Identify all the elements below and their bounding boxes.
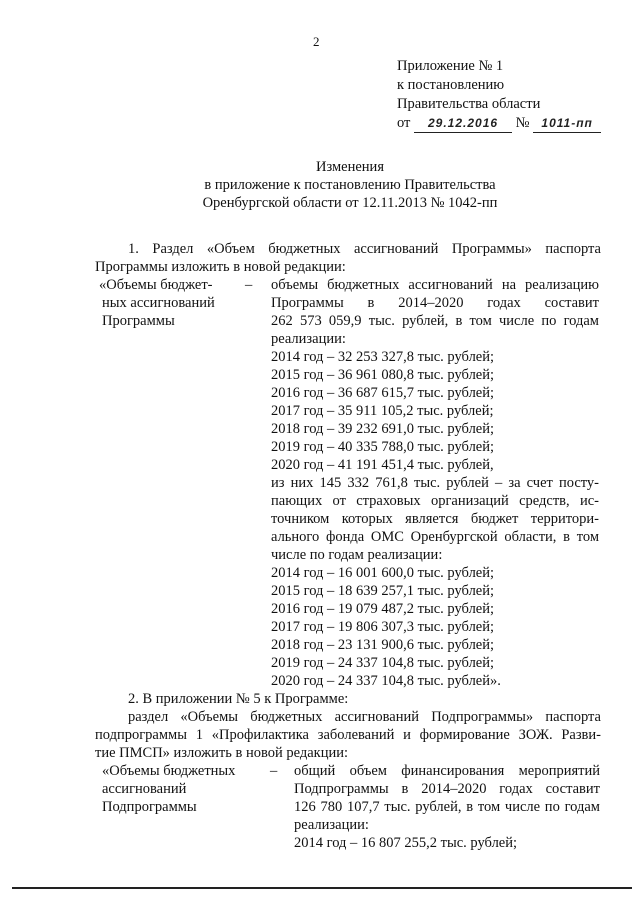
item-1-left-label-3: Программы — [102, 313, 175, 329]
item-1-right-line-16: числе по годам реализации: — [271, 547, 443, 563]
item-2-dash: – — [270, 763, 278, 779]
item-2-right-line-3: 126 780 107,7 тыс. рублей, в том числе по годам — [294, 799, 600, 815]
handwritten-number: 1011-пп — [533, 115, 601, 133]
item-2-right-line-1: общий объем финансирования мероприятий — [294, 763, 600, 779]
item-1-right-line-13: пающих от страховых организаций средств, ис- — [271, 493, 599, 509]
item-1-oms-year-2015: 2015 год – 18 639 257,1 тыс. рублей; — [271, 583, 495, 599]
item-1-left-label-1: «Объемы бюджет- — [99, 277, 213, 293]
item-2-right-line-4: реализации: — [294, 817, 369, 833]
item-1-right-line-14: точником которых является бюджет территори- — [271, 511, 599, 527]
appendix-date-line — [397, 115, 601, 133]
appendix-line-1: Приложение № 1 — [397, 58, 504, 74]
item-2-right-line-2: Подпрограммы в 2014–2020 годах составит — [294, 781, 600, 797]
appendix-line-2: к постановлению — [397, 77, 505, 93]
item-1-year-2015: 2015 год – 36 961 080,8 тыс. рублей; — [271, 367, 495, 383]
item-1-year-2019: 2019 год – 40 335 788,0 тыс. рублей; — [271, 439, 495, 455]
item-1-left-label-2: ных ассигнований — [102, 295, 215, 311]
item-1-right-line-2: Программы в 2014–2020 годах составит — [271, 295, 599, 311]
item-1-intro-line-2: Программы изложить в новой редакции: — [95, 259, 346, 275]
item-1-right-line-12: из них 145 332 761,8 тыс. рублей – за счет посту- — [271, 475, 599, 491]
item-2-left-label-1: «Объемы бюджетных — [102, 763, 236, 779]
page-number: 2 — [313, 34, 320, 49]
handwritten-date: 29.12.2016 — [414, 115, 512, 133]
item-1-year-2014: 2014 год – 32 253 327,8 тыс. рублей; — [271, 349, 495, 365]
item-1-intro-line-1: 1. Раздел «Объем бюджетных ассигнований Программы» паспорта — [128, 241, 601, 257]
number-prefix: № — [515, 115, 530, 131]
title-line-3: Оренбургской области от 12.11.2013 № 1042-пп — [202, 195, 498, 211]
item-1-year-2017: 2017 год – 35 911 105,2 тыс. рублей; — [271, 403, 494, 419]
item-2-left-label-2: ассигнований — [102, 781, 187, 797]
item-2-intro-line-4: тие ПМСП» изложить в новой редакции: — [95, 745, 349, 761]
item-1-oms-year-2020: 2020 год – 24 337 104,8 тыс. рублей». — [271, 673, 501, 689]
item-1-right-line-1: объемы бюджетных ассигнований на реализацию — [271, 277, 599, 293]
item-1-year-2016: 2016 год – 36 687 615,7 тыс. рублей; — [271, 385, 495, 401]
item-1-year-2020: 2020 год – 41 191 451,4 тыс. рублей, — [271, 457, 494, 473]
item-1-oms-year-2014: 2014 год – 16 001 600,0 тыс. рублей; — [271, 565, 495, 581]
page-bottom-edge — [12, 887, 632, 889]
appendix-line-3: Правительства области — [397, 96, 541, 112]
item-1-right-line-3: 262 573 059,9 тыс. рублей, в том числе по годам — [271, 313, 599, 329]
item-1-right-line-15: ального фонда ОМС Оренбургской области, в том — [271, 529, 599, 545]
item-2-year-2014: 2014 год – 16 807 255,2 тыс. рублей; — [294, 835, 518, 851]
item-1-oms-year-2016: 2016 год – 19 079 487,2 тыс. рублей; — [271, 601, 495, 617]
title-line-1: Изменения — [316, 159, 384, 175]
item-1-dash: – — [245, 277, 253, 293]
item-1-right-line-4: реализации: — [271, 331, 346, 347]
item-2-intro-line-1: 2. В приложении № 5 к Программе: — [128, 691, 349, 707]
item-1-year-2018: 2018 год – 39 232 691,0 тыс. рублей; — [271, 421, 495, 437]
title-line-2: в приложение к постановлению Правительства — [204, 177, 496, 193]
item-1-oms-year-2019: 2019 год – 24 337 104,8 тыс. рублей; — [271, 655, 495, 671]
item-1-oms-year-2018: 2018 год – 23 131 900,6 тыс. рублей; — [271, 637, 495, 653]
item-2-left-label-3: Подпрограммы — [102, 799, 197, 815]
date-prefix: от — [397, 115, 411, 131]
item-1-oms-year-2017: 2017 год – 19 806 307,3 тыс. рублей; — [271, 619, 495, 635]
item-2-intro-line-2: раздел «Объемы бюджетных ассигнований Подпрограммы» паспорта — [128, 709, 601, 725]
item-2-intro-line-3: подпрограммы 1 «Профилактика заболеваний и формирование ЗОЖ. Разви- — [95, 727, 601, 743]
